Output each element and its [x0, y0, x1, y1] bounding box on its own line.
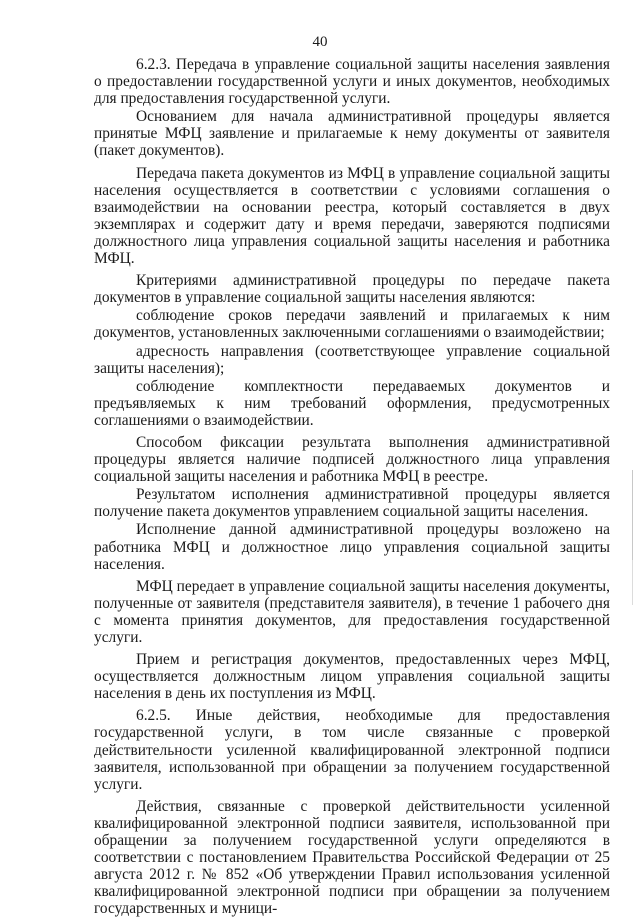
criteria-item-deadlines: соблюдение сроков передачи заявлений и прилагаемых к ним документов, установленных заключенными соглашениями о взаимодействии;	[94, 307, 610, 342]
paragraph-reception-registration: Прием и регистрация документов, предоставленных через МФЦ, осуществляется должностным лицом управления социальной защиты населения в день их поступления из МФЦ.	[94, 651, 610, 703]
paragraph-6-2-3-heading: 6.2.3. Передача в управление социальной защиты населения заявления о предоставлении государственной услуги и иных документов, необходимых для предоставления государственной услуги.	[94, 56, 610, 108]
scan-edge-mark	[632, 560, 633, 605]
paragraph-result: Результатом исполнения административной процедуры является получение пакета документов управлением социальной защиты населения.	[94, 486, 610, 521]
criteria-item-completeness: соблюдение комплектности передаваемых документов и предъявляемых к ним требований оформления, предусмотренных соглашениями о взаимодействии.	[94, 377, 610, 429]
page-number: 40	[312, 34, 328, 50]
scan-edge-mark	[632, 470, 633, 560]
paragraph-mfc-transfer-deadline: МФЦ передает в управление социальной защиты населения документы, полученные от заявителя (представителя заявителя), в течение 1 рабочего дня с момента принятия документов, для предоставления государственной услуги.	[94, 577, 610, 646]
paragraph-transfer: Передача пакета документов из МФЦ в управление социальной защиты населения осуществляется в соответствии с условиями соглашения о взаимодействии на основании реестра, который составляется в двух экземплярах и содержит дату и время передачи, заверяются подписями должностного лица управления социальной защиты населения и работника МФЦ.	[94, 164, 610, 268]
paragraph-responsible: Исполнение данной административной процедуры возложено на работника МФЦ и должностное лицо управления социальной защиты населения.	[94, 521, 610, 573]
paragraph-signature-verification: Действия, связанные с проверкой действительности усиленной квалифицированной электронной подписи заявителя, использованной при обращении за получением государственной услуги определяются в соответствии с постановлением Правительства Российской Федерации от 25 августа 2012 г. № 852 «Об утверждении Правил использования усиленной квалифицированной электронной подписи при обращении за получением государственных и муници-	[94, 797, 610, 918]
paragraph-basis: Основанием для начала административной процедуры является принятые МФЦ заявление и прилагаемые к нему документы от заявителя (пакет документов).	[94, 108, 610, 160]
paragraph-fixation-method: Способом фиксации результата выполнения административной процедуры является наличие подписей должностного лица управления социальной защиты населения и работника МФЦ в реестре.	[94, 433, 610, 486]
paragraph-criteria-intro: Критериями административной процедуры по передаче пакета документов в управление социальной защиты населения являются:	[94, 272, 610, 307]
document-body	[94, 56, 610, 923]
paragraph-6-2-5-heading: 6.2.5. Иные действия, необходимые для предоставления государственной услуги, в том числе связанные с проверкой действительности усиленной квалифицированной электронной подписи заявителя, использованной при обращении за получением государственной услуги.	[94, 707, 610, 793]
criteria-item-addressing: адресность направления (соответствующее управление социальной защиты населения);	[94, 342, 610, 377]
